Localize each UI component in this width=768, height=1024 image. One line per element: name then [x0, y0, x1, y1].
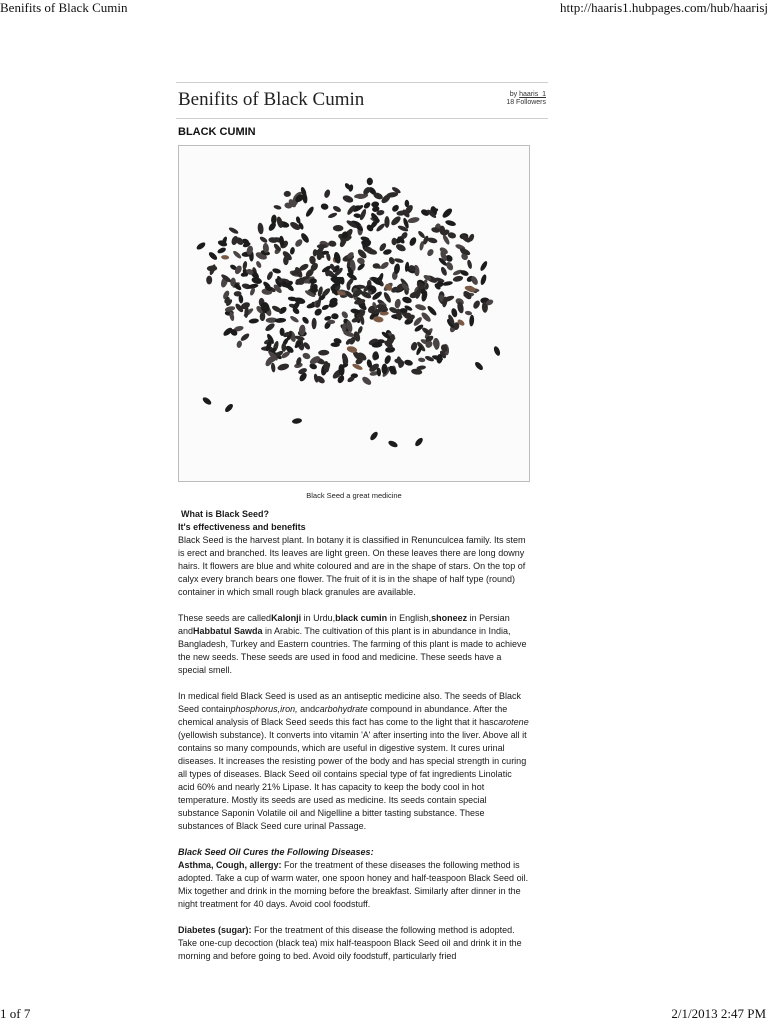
seed-shape: [208, 251, 219, 262]
black-seed-pile-image: [179, 146, 529, 481]
text-run: In medical field Black Seed is used as an antiseptic medicine also. The seeds of Black Seed contain: [178, 691, 522, 714]
print-header-title: Benifits of Black Cumin: [0, 0, 128, 15]
image-caption: Black Seed a great medicine: [306, 491, 402, 500]
term-carbohydrate: carbohydrate: [315, 704, 368, 714]
seed-shape: [410, 341, 419, 351]
seed-shape: [313, 307, 323, 317]
seed-shape: [445, 219, 457, 227]
seed-shape: [469, 315, 475, 327]
seed-shape: [277, 362, 290, 371]
seed-shape: [275, 318, 287, 324]
seed-shape: [259, 235, 269, 243]
seed-shape: [427, 237, 438, 245]
print-timestamp: 2/1/2013 2:47 PM: [671, 1006, 766, 1021]
seed-shape: [452, 275, 463, 283]
paragraph-medical: [178, 690, 530, 833]
text-run: in Arabic. The cultivation of this plant is in abundance in India, Bangladesh, Turkey and Eastern countries. The farming of this plant is made to achieve the new seeds. These seeds are used in food and medicine. These seeds have a special smell.: [178, 626, 527, 675]
byline-prefix: by: [509, 91, 518, 98]
title-rule-bottom: [176, 118, 548, 119]
seed-shape: [228, 226, 239, 235]
diseases-heading: Black Seed Oil Cures the Following Diseases:: [178, 847, 374, 857]
term-phosphorus-iron: phosphorus,iron,: [230, 704, 298, 714]
text-run: (yellowish substance). It converts into vitamin 'A' after inserting into the liver. Above all it contains so many compounds, which are useful in digestive system. It cures urinal diseases. It increases the resisting power of the body and has special strength in curing all types of diseases. Black Seed oil contains special type of fat ingredients Linolatic acid 60% and nearly 21% Lipase. It has capacity to keep the body cool in hot temperature. Mostly its seeds are used as medicine. Its seeds contain special substance Saponin Volatile oil and Nigelline a bitter tasting substance. These substances of Black Seed cure urinal Passage.: [178, 730, 527, 831]
term-shoneez: shoneez: [431, 613, 468, 623]
seed-shape: [361, 375, 373, 386]
seed-shape: [333, 225, 344, 232]
seed-shape: [387, 439, 398, 448]
seed-shape: [388, 256, 396, 265]
seed-shape: [479, 260, 488, 272]
page-counter: 1 of 7: [0, 1006, 31, 1021]
seed-shape: [465, 310, 473, 315]
seed-shape: [445, 261, 455, 272]
byline: [506, 91, 546, 107]
seed-shape: [332, 205, 342, 213]
seed-shape: [323, 189, 331, 199]
seed-shape: [248, 318, 259, 324]
seed-shape: [384, 216, 389, 228]
asthma-text: For the treatment of these diseases the following method is adopted. Take a cup of warm water, one spoon honey and half-teaspoon Black Seed oil. Mix together and drink in the morning before the breakfast. Similarly after dinner in the night treatment for 40 days. Avoid cool foodstuff.: [178, 860, 529, 909]
seed-shape: [284, 191, 291, 197]
seed-shape: [341, 352, 350, 365]
seed-shape: [311, 318, 316, 330]
seed-shape: [363, 201, 372, 210]
seed-shape: [257, 222, 264, 234]
seed-shape: [340, 310, 349, 319]
text-run: in Urdu,: [301, 613, 336, 623]
followers-count: 18 Followers: [506, 99, 546, 106]
seed-shape: [289, 315, 300, 324]
author-link[interactable]: haaris_1: [519, 91, 546, 98]
seed-shape: [242, 261, 248, 270]
seed-shape: [201, 396, 212, 406]
seed-shape: [294, 238, 304, 248]
text-run: These seeds are called: [178, 613, 272, 623]
term-habbatul-sawda: Habbatul Sawda: [193, 626, 263, 636]
seed-shape: [318, 350, 329, 356]
seed-shape: [466, 259, 472, 269]
seed-shape: [271, 362, 276, 372]
seed-shape: [407, 216, 420, 224]
seed-shape: [403, 359, 413, 367]
seed-shape: [327, 212, 337, 219]
seed-shape: [301, 316, 310, 325]
seed-shape: [273, 204, 282, 210]
benefits-subheading: It's effectiveness and benefits: [178, 522, 306, 532]
article-title: Benifits of Black Cumin: [178, 89, 365, 110]
text-run: in English,: [387, 613, 432, 623]
seed-shape: [390, 215, 402, 227]
seed-shape: [304, 205, 315, 217]
seed-shape: [420, 311, 432, 323]
paragraph-asthma: [178, 859, 530, 911]
seed-shape: [289, 247, 295, 255]
seed-shape: [366, 177, 373, 185]
text-run: in Persian and: [178, 613, 510, 636]
seed-shape: [369, 430, 379, 441]
seed-shape: [328, 240, 337, 247]
term-carotene: carotene: [493, 717, 529, 727]
seed-shape: [221, 255, 229, 260]
seed-shape: [472, 299, 481, 310]
title-rule-top: [176, 82, 548, 83]
seed-shape: [224, 403, 235, 414]
seed-shape: [493, 345, 502, 356]
seed-shape: [272, 268, 282, 275]
seed-shape: [418, 357, 426, 362]
seed-shape: [331, 313, 339, 319]
seed-shape: [240, 332, 251, 342]
seed-shape: [342, 194, 355, 204]
seed-shape: [426, 305, 438, 317]
text-run: and: [297, 704, 316, 714]
seed-shape: [206, 276, 212, 285]
question-heading: What is Black Seed?: [181, 509, 270, 519]
diabetes-label: Diabetes (sugar):: [178, 925, 252, 935]
seed-shape: [302, 352, 312, 361]
black-seed-photo: [178, 145, 530, 482]
seed-shape: [408, 236, 417, 247]
seed-shape: [320, 203, 329, 211]
seed-shape: [480, 274, 488, 286]
seed-shape: [394, 257, 404, 263]
diabetes-text: For the treatment of this disease the following method is adopted. Take one-cup decoction (black tea) mix half-teaspoon Black Seed oil and drink it in the morning and before going to bed. Avoid oily foodstuff, particularly fried: [178, 925, 522, 961]
seed-shape: [414, 437, 424, 448]
seed-shape: [383, 354, 392, 365]
seed-shape: [255, 260, 262, 269]
seed-shape: [440, 266, 448, 277]
seed-shape: [251, 276, 263, 285]
seed-shape: [236, 340, 243, 348]
seed-shape: [232, 250, 242, 260]
paragraph-names: [178, 612, 530, 677]
seed-shape: [474, 361, 485, 372]
seed-shape: [379, 261, 390, 271]
seed-shape: [391, 238, 397, 246]
seed-shape: [217, 246, 227, 254]
seed-shape: [271, 214, 277, 224]
seed-shape: [292, 418, 303, 425]
seed-shape: [317, 244, 327, 249]
seed-shape: [266, 271, 274, 281]
seed-shape: [395, 243, 407, 253]
asthma-label: Asthma, Cough, allergy:: [178, 860, 282, 870]
paragraph-diabetes: [178, 924, 530, 963]
seed-shape: [321, 304, 330, 311]
term-kalonji: Kalonji: [271, 613, 302, 623]
print-header-url: http://haaris1.hubpages.com/hub/haarisj: [560, 0, 768, 15]
article-body: [178, 508, 530, 976]
paragraph-botany: Black Seed is the harvest plant. In botany it is classified in Renunculcea family. Its stem is erect and branched. Its leaves are light green. On these leaves there are long downy hairs. It flowers are blue and white coloured and are in the shape of stars. On the top of calyx every branch bears one flower. The fruit of it is in the shape of half type (round) container in which small rough black granules are available.: [178, 535, 526, 597]
seed-shape: [414, 303, 426, 311]
seed-shape: [195, 241, 206, 251]
section-heading: BLACK CUMIN: [178, 126, 256, 138]
seed-shape: [441, 207, 454, 220]
text-run: compound in abundance. After the chemical analysis of Black Seed seeds this fact has come to the light that it has: [178, 704, 508, 727]
term-black-cumin: black cumin: [335, 613, 388, 623]
seed-shape: [264, 322, 276, 333]
seed-shape: [382, 291, 392, 304]
seed-shape: [394, 298, 402, 309]
seed-shape: [426, 248, 435, 257]
